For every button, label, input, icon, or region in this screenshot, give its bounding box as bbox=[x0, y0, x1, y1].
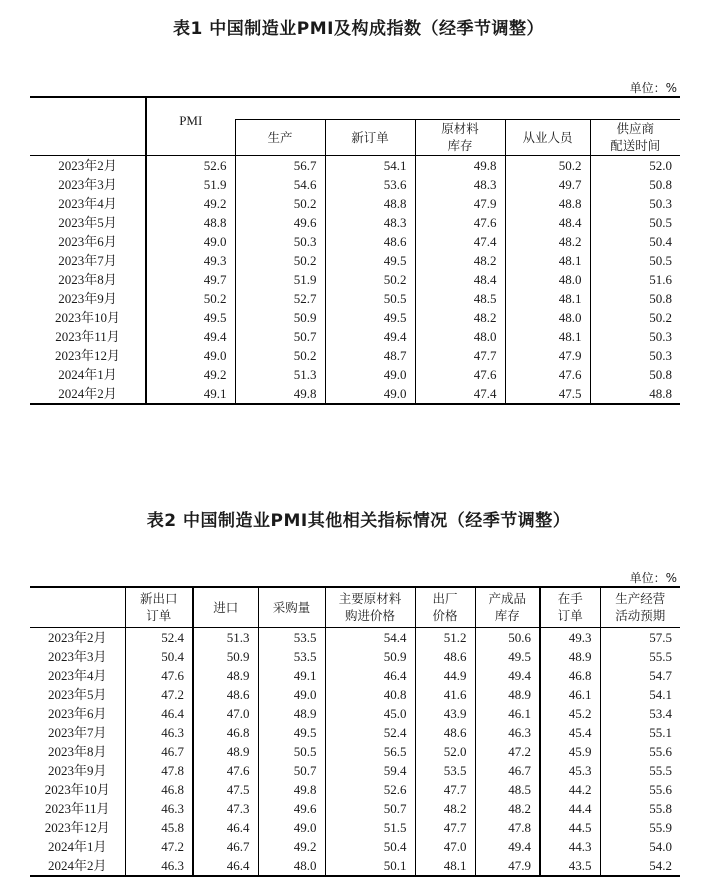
header-raw-inventory: 原材料 库存 bbox=[415, 119, 505, 155]
table-row bbox=[30, 346, 680, 365]
cell-finished-inv: 46.1 bbox=[475, 704, 540, 723]
cell-raw-inventory: 48.4 bbox=[415, 270, 505, 289]
row-month-label: 2023年7月 bbox=[47, 724, 107, 740]
cell-new-export: 46.7 bbox=[125, 742, 193, 761]
header-blank bbox=[30, 587, 125, 627]
table-row bbox=[30, 194, 680, 213]
cell-backlog: 43.5 bbox=[540, 856, 600, 876]
cell-purchases: 50.5 bbox=[258, 742, 325, 761]
table-row bbox=[30, 327, 680, 346]
cell-backlog: 44.4 bbox=[540, 799, 600, 818]
cell-pmi: 49.2 bbox=[146, 194, 235, 213]
cell-production: 52.7 bbox=[235, 289, 325, 308]
cell-expectations: 55.8 bbox=[600, 799, 680, 818]
cell-finished-inv: 49.4 bbox=[475, 837, 540, 856]
row-month-label: 2023年11月 bbox=[44, 800, 110, 816]
cell-new-export: 46.3 bbox=[125, 856, 193, 876]
cell-pmi: 49.1 bbox=[146, 384, 235, 404]
cell-purchases: 49.2 bbox=[258, 837, 325, 856]
table-row bbox=[30, 627, 680, 647]
cell-new-orders: 48.8 bbox=[325, 194, 415, 213]
cell-production: 54.6 bbox=[235, 175, 325, 194]
cell-employment: 48.2 bbox=[505, 232, 590, 251]
row-month-label: 2023年10月 bbox=[54, 309, 120, 325]
table1-title: 表1 中国制造业PMI及构成指数（经季节调整） bbox=[173, 19, 544, 39]
header-employment: 从业人员 bbox=[505, 119, 590, 155]
cell-purchases: 50.7 bbox=[258, 761, 325, 780]
cell-output-price: 47.7 bbox=[415, 818, 475, 837]
cell-output-price: 43.9 bbox=[415, 704, 475, 723]
cell-finished-inv: 47.9 bbox=[475, 856, 540, 876]
cell-raw-inventory: 49.8 bbox=[415, 155, 505, 175]
cell-input-price: 50.4 bbox=[325, 837, 415, 856]
header-imports: 进口 bbox=[193, 587, 258, 627]
cell-input-price: 52.6 bbox=[325, 780, 415, 799]
cell-new-export: 50.4 bbox=[125, 647, 193, 666]
cell-backlog: 46.8 bbox=[540, 666, 600, 685]
cell-employment: 47.5 bbox=[505, 384, 590, 404]
cell-finished-inv: 46.7 bbox=[475, 761, 540, 780]
table-row bbox=[30, 251, 680, 270]
cell-input-price: 50.7 bbox=[325, 799, 415, 818]
row-month-label: 2023年6月 bbox=[47, 705, 107, 721]
cell-pmi: 49.0 bbox=[146, 346, 235, 365]
cell-input-price: 40.8 bbox=[325, 685, 415, 704]
row-month-label: 2023年6月 bbox=[58, 233, 117, 249]
cell-input-price: 56.5 bbox=[325, 742, 415, 761]
cell-new-orders: 49.0 bbox=[325, 384, 415, 404]
cell-output-price: 52.0 bbox=[415, 742, 475, 761]
cell-imports: 46.4 bbox=[193, 818, 258, 837]
cell-production: 51.3 bbox=[235, 365, 325, 384]
cell-output-price: 48.6 bbox=[415, 647, 475, 666]
cell-imports: 50.9 bbox=[193, 647, 258, 666]
cell-raw-inventory: 48.2 bbox=[415, 308, 505, 327]
header-output-price: 出厂 价格 bbox=[415, 587, 475, 627]
cell-expectations: 54.1 bbox=[600, 685, 680, 704]
cell-raw-inventory: 48.5 bbox=[415, 289, 505, 308]
cell-expectations: 55.6 bbox=[600, 780, 680, 799]
cell-output-price: 44.9 bbox=[415, 666, 475, 685]
cell-supplier: 51.6 bbox=[590, 270, 680, 289]
cell-pmi: 49.3 bbox=[146, 251, 235, 270]
cell-finished-inv: 48.9 bbox=[475, 685, 540, 704]
cell-purchases: 53.5 bbox=[258, 647, 325, 666]
table-row bbox=[30, 175, 680, 194]
cell-employment: 48.0 bbox=[505, 270, 590, 289]
cell-expectations: 54.2 bbox=[600, 856, 680, 876]
row-month-label: 2023年4月 bbox=[47, 667, 107, 683]
row-month-label: 2023年5月 bbox=[58, 214, 117, 230]
cell-new-orders: 49.4 bbox=[325, 327, 415, 346]
cell-imports: 48.6 bbox=[193, 685, 258, 704]
cell-supplier: 52.0 bbox=[590, 155, 680, 175]
cell-imports: 48.9 bbox=[193, 742, 258, 761]
cell-finished-inv: 49.5 bbox=[475, 647, 540, 666]
cell-finished-inv: 48.5 bbox=[475, 780, 540, 799]
cell-pmi: 49.4 bbox=[146, 327, 235, 346]
table2-unit: 单位：% bbox=[629, 571, 677, 585]
header-pmi: PMI bbox=[146, 97, 235, 155]
table-row bbox=[30, 818, 680, 837]
row-month-label: 2023年12月 bbox=[54, 347, 120, 363]
cell-backlog: 44.3 bbox=[540, 837, 600, 856]
table-row bbox=[30, 232, 680, 251]
cell-expectations: 53.4 bbox=[600, 704, 680, 723]
cell-employment: 48.1 bbox=[505, 251, 590, 270]
table-row bbox=[30, 213, 680, 232]
cell-expectations: 55.6 bbox=[600, 742, 680, 761]
cell-imports: 47.0 bbox=[193, 704, 258, 723]
cell-employment: 49.7 bbox=[505, 175, 590, 194]
cell-purchases: 49.0 bbox=[258, 685, 325, 704]
cell-purchases: 53.5 bbox=[258, 627, 325, 647]
header-backlog-orders: 在手 订单 bbox=[540, 587, 600, 627]
cell-raw-inventory: 47.9 bbox=[415, 194, 505, 213]
cell-new-export: 47.2 bbox=[125, 837, 193, 856]
cell-employment: 48.4 bbox=[505, 213, 590, 232]
table-row bbox=[30, 270, 680, 289]
cell-new-export: 46.8 bbox=[125, 780, 193, 799]
cell-new-export: 46.3 bbox=[125, 723, 193, 742]
cell-production: 50.2 bbox=[235, 251, 325, 270]
cell-new-orders: 48.7 bbox=[325, 346, 415, 365]
row-month-label: 2023年3月 bbox=[47, 648, 107, 664]
cell-raw-inventory: 47.4 bbox=[415, 232, 505, 251]
row-month-label: 2023年11月 bbox=[55, 328, 120, 344]
cell-input-price: 52.4 bbox=[325, 723, 415, 742]
cell-backlog: 49.3 bbox=[540, 627, 600, 647]
row-month-label: 2023年2月 bbox=[47, 629, 107, 645]
header-blank bbox=[30, 97, 146, 155]
table-row bbox=[30, 780, 680, 799]
row-month-label: 2023年9月 bbox=[58, 290, 117, 306]
cell-supplier: 50.3 bbox=[590, 194, 680, 213]
table-row bbox=[30, 365, 680, 384]
row-month-label: 2023年5月 bbox=[47, 686, 107, 702]
cell-expectations: 55.5 bbox=[600, 761, 680, 780]
cell-imports: 51.3 bbox=[193, 627, 258, 647]
cell-backlog: 44.5 bbox=[540, 818, 600, 837]
cell-new-orders: 49.0 bbox=[325, 365, 415, 384]
cell-backlog: 46.1 bbox=[540, 685, 600, 704]
table-row bbox=[30, 384, 680, 404]
cell-employment: 50.2 bbox=[505, 155, 590, 175]
cell-purchases: 48.0 bbox=[258, 856, 325, 876]
cell-supplier: 50.8 bbox=[590, 289, 680, 308]
cell-new-orders: 53.6 bbox=[325, 175, 415, 194]
cell-finished-inv: 49.4 bbox=[475, 666, 540, 685]
pmi-other-indicators-table bbox=[30, 586, 680, 877]
cell-backlog: 45.2 bbox=[540, 704, 600, 723]
cell-raw-inventory: 47.4 bbox=[415, 384, 505, 404]
header-finished-inventory: 产成品 库存 bbox=[475, 587, 540, 627]
cell-raw-inventory: 47.6 bbox=[415, 213, 505, 232]
cell-new-export: 47.6 bbox=[125, 666, 193, 685]
cell-new-export: 47.2 bbox=[125, 685, 193, 704]
row-month-label: 2023年10月 bbox=[44, 781, 110, 797]
table-row bbox=[30, 837, 680, 856]
cell-production: 50.9 bbox=[235, 308, 325, 327]
cell-production: 49.6 bbox=[235, 213, 325, 232]
cell-employment: 48.1 bbox=[505, 327, 590, 346]
cell-pmi: 50.2 bbox=[146, 289, 235, 308]
cell-production: 50.2 bbox=[235, 346, 325, 365]
cell-input-price: 54.4 bbox=[325, 627, 415, 647]
header-supplier-delivery: 供应商 配送时间 bbox=[590, 119, 680, 155]
table-row bbox=[30, 799, 680, 818]
cell-input-price: 46.4 bbox=[325, 666, 415, 685]
header-new-orders: 新订单 bbox=[325, 119, 415, 155]
cell-output-price: 51.2 bbox=[415, 627, 475, 647]
row-month-label: 2024年2月 bbox=[47, 857, 107, 873]
cell-output-price: 47.7 bbox=[415, 780, 475, 799]
table-row bbox=[30, 704, 680, 723]
cell-output-price: 48.1 bbox=[415, 856, 475, 876]
header-new-export-orders: 新出口 订单 bbox=[125, 587, 193, 627]
cell-supplier: 50.3 bbox=[590, 346, 680, 365]
cell-purchases: 48.9 bbox=[258, 704, 325, 723]
cell-new-orders: 49.5 bbox=[325, 308, 415, 327]
row-month-label: 2023年9月 bbox=[47, 762, 107, 778]
cell-expectations: 55.5 bbox=[600, 647, 680, 666]
cell-raw-inventory: 48.0 bbox=[415, 327, 505, 346]
cell-new-orders: 48.6 bbox=[325, 232, 415, 251]
header-production: 生产 bbox=[235, 119, 325, 155]
cell-new-export: 52.4 bbox=[125, 627, 193, 647]
cell-imports: 48.9 bbox=[193, 666, 258, 685]
cell-pmi: 51.9 bbox=[146, 175, 235, 194]
cell-production: 49.8 bbox=[235, 384, 325, 404]
table-row bbox=[30, 723, 680, 742]
cell-pmi: 48.8 bbox=[146, 213, 235, 232]
cell-purchases: 49.0 bbox=[258, 818, 325, 837]
cell-output-price: 47.0 bbox=[415, 837, 475, 856]
cell-supplier: 50.5 bbox=[590, 251, 680, 270]
cell-pmi: 52.6 bbox=[146, 155, 235, 175]
cell-expectations: 54.0 bbox=[600, 837, 680, 856]
table-row bbox=[30, 666, 680, 685]
cell-new-orders: 49.5 bbox=[325, 251, 415, 270]
table1-unit: 单位：% bbox=[629, 81, 677, 95]
cell-imports: 47.5 bbox=[193, 780, 258, 799]
cell-purchases: 49.6 bbox=[258, 799, 325, 818]
cell-production: 51.9 bbox=[235, 270, 325, 289]
cell-production: 50.2 bbox=[235, 194, 325, 213]
table-row bbox=[30, 761, 680, 780]
cell-employment: 47.6 bbox=[505, 365, 590, 384]
cell-pmi: 49.5 bbox=[146, 308, 235, 327]
cell-supplier: 50.3 bbox=[590, 327, 680, 346]
cell-new-export: 46.4 bbox=[125, 704, 193, 723]
cell-purchases: 49.8 bbox=[258, 780, 325, 799]
cell-input-price: 59.4 bbox=[325, 761, 415, 780]
cell-new-orders: 48.3 bbox=[325, 213, 415, 232]
header-purchases: 采购量 bbox=[258, 587, 325, 627]
cell-employment: 48.8 bbox=[505, 194, 590, 213]
cell-new-orders: 54.1 bbox=[325, 155, 415, 175]
row-month-label: 2024年1月 bbox=[47, 838, 107, 854]
cell-finished-inv: 50.6 bbox=[475, 627, 540, 647]
cell-purchases: 49.5 bbox=[258, 723, 325, 742]
row-month-label: 2023年4月 bbox=[58, 195, 117, 211]
cell-pmi: 49.0 bbox=[146, 232, 235, 251]
cell-employment: 47.9 bbox=[505, 346, 590, 365]
cell-new-orders: 50.2 bbox=[325, 270, 415, 289]
cell-employment: 48.1 bbox=[505, 289, 590, 308]
cell-expectations: 55.9 bbox=[600, 818, 680, 837]
cell-backlog: 45.9 bbox=[540, 742, 600, 761]
cell-imports: 47.3 bbox=[193, 799, 258, 818]
table-row bbox=[30, 647, 680, 666]
cell-raw-inventory: 47.7 bbox=[415, 346, 505, 365]
cell-supplier: 50.5 bbox=[590, 213, 680, 232]
row-month-label: 2024年2月 bbox=[58, 385, 117, 401]
cell-production: 50.3 bbox=[235, 232, 325, 251]
row-month-label: 2023年3月 bbox=[58, 176, 117, 192]
row-month-label: 2023年2月 bbox=[58, 157, 117, 173]
cell-expectations: 55.1 bbox=[600, 723, 680, 742]
row-month-label: 2023年8月 bbox=[47, 743, 107, 759]
cell-purchases: 49.1 bbox=[258, 666, 325, 685]
cell-raw-inventory: 48.3 bbox=[415, 175, 505, 194]
cell-output-price: 48.6 bbox=[415, 723, 475, 742]
cell-new-export: 47.8 bbox=[125, 761, 193, 780]
cell-backlog: 45.3 bbox=[540, 761, 600, 780]
cell-new-orders: 50.5 bbox=[325, 289, 415, 308]
cell-output-price: 53.5 bbox=[415, 761, 475, 780]
pmi-composition-table bbox=[30, 96, 680, 405]
cell-finished-inv: 47.2 bbox=[475, 742, 540, 761]
cell-supplier: 50.8 bbox=[590, 365, 680, 384]
cell-imports: 46.8 bbox=[193, 723, 258, 742]
table2-title: 表2 中国制造业PMI其他相关指标情况（经季节调整） bbox=[146, 511, 571, 531]
table-row bbox=[30, 155, 680, 175]
header-input-price: 主要原材料 购进价格 bbox=[325, 587, 415, 627]
cell-supplier: 50.2 bbox=[590, 308, 680, 327]
table-row bbox=[30, 289, 680, 308]
cell-expectations: 57.5 bbox=[600, 627, 680, 647]
table-row bbox=[30, 685, 680, 704]
cell-finished-inv: 46.3 bbox=[475, 723, 540, 742]
cell-pmi: 49.2 bbox=[146, 365, 235, 384]
cell-raw-inventory: 47.6 bbox=[415, 365, 505, 384]
cell-output-price: 41.6 bbox=[415, 685, 475, 704]
cell-supplier: 50.8 bbox=[590, 175, 680, 194]
cell-expectations: 54.7 bbox=[600, 666, 680, 685]
cell-new-export: 46.3 bbox=[125, 799, 193, 818]
cell-input-price: 45.0 bbox=[325, 704, 415, 723]
table-row bbox=[30, 742, 680, 761]
cell-supplier: 48.8 bbox=[590, 384, 680, 404]
cell-finished-inv: 47.8 bbox=[475, 818, 540, 837]
row-month-label: 2023年7月 bbox=[58, 252, 117, 268]
table-row bbox=[30, 856, 680, 876]
cell-imports: 47.6 bbox=[193, 761, 258, 780]
cell-input-price: 51.5 bbox=[325, 818, 415, 837]
cell-input-price: 50.9 bbox=[325, 647, 415, 666]
row-month-label: 2024年1月 bbox=[58, 366, 117, 382]
cell-production: 56.7 bbox=[235, 155, 325, 175]
cell-output-price: 48.2 bbox=[415, 799, 475, 818]
cell-input-price: 50.1 bbox=[325, 856, 415, 876]
row-month-label: 2023年12月 bbox=[44, 819, 110, 835]
cell-backlog: 45.4 bbox=[540, 723, 600, 742]
cell-backlog: 48.9 bbox=[540, 647, 600, 666]
header-business-expectations: 生产经营 活动预期 bbox=[600, 587, 680, 627]
cell-supplier: 50.4 bbox=[590, 232, 680, 251]
cell-employment: 48.0 bbox=[505, 308, 590, 327]
cell-raw-inventory: 48.2 bbox=[415, 251, 505, 270]
cell-backlog: 44.2 bbox=[540, 780, 600, 799]
cell-finished-inv: 48.2 bbox=[475, 799, 540, 818]
cell-production: 50.7 bbox=[235, 327, 325, 346]
cell-pmi: 49.7 bbox=[146, 270, 235, 289]
row-month-label: 2023年8月 bbox=[58, 271, 117, 287]
table-row bbox=[30, 308, 680, 327]
cell-imports: 46.7 bbox=[193, 837, 258, 856]
cell-imports: 46.4 bbox=[193, 856, 258, 876]
cell-new-export: 45.8 bbox=[125, 818, 193, 837]
